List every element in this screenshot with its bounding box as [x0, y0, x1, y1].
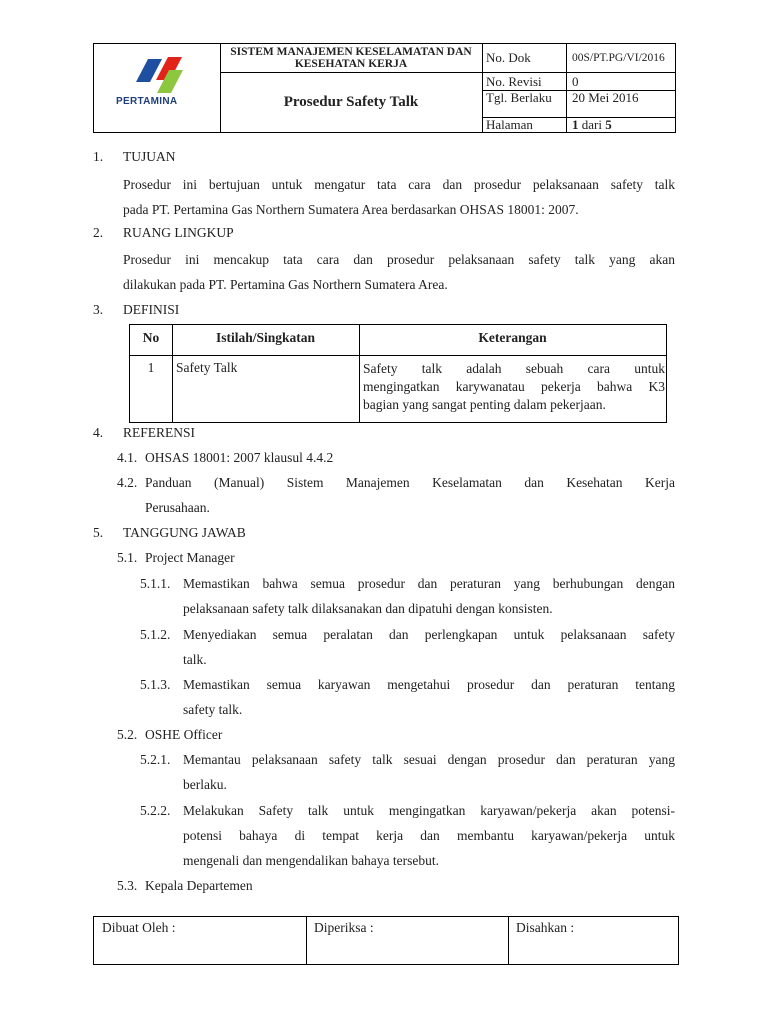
- tanggung-jawab-line: Memastikan bahwa semua prosedur dan peraturan yang berhubungan dengan: [183, 576, 675, 591]
- section-title-definisi: DEFINISI: [123, 302, 180, 317]
- tanggung-jawab-line: talk.: [183, 652, 207, 667]
- table-cell-istilah: Safety Talk: [176, 360, 238, 375]
- halaman-current: 1: [572, 117, 579, 132]
- item-number: 5.3.: [117, 878, 138, 893]
- item-number: 4.1.: [117, 450, 138, 465]
- referensi-item: Panduan (Manual) Sistem Manajemen Keselamatan dan Kesehatan Kerja: [145, 475, 675, 490]
- item-number: 5.1.: [117, 550, 138, 565]
- table-cell-keterangan-line: Safety talk adalah sebuah cara untuk: [363, 361, 665, 376]
- doc-title: Prosedur Safety Talk: [283, 94, 419, 110]
- item-number: 5.1.2.: [140, 627, 171, 642]
- table-divider: [508, 917, 509, 964]
- table-header-istilah: Istilah/Singkatan: [215, 330, 316, 345]
- section-number: 2.: [93, 225, 104, 240]
- halaman-label: Halaman: [482, 117, 567, 132]
- item-number: 4.2.: [117, 475, 138, 490]
- item-number: 5.2.: [117, 727, 138, 742]
- table-header-no: No: [142, 330, 160, 345]
- tanggung-jawab-line: Melakukan Safety talk untuk mengingatkan karyawan/pekerja akan potensi-: [183, 803, 675, 818]
- table-header-keterangan: Keterangan: [478, 330, 547, 345]
- section-title-referensi: REFERENSI: [123, 425, 196, 440]
- tgl-berlaku-label: Tgl. Berlaku: [482, 90, 567, 117]
- section-number: 1.: [93, 149, 104, 164]
- halaman-total: 5: [605, 117, 612, 132]
- company-name: PERTAMINA: [116, 96, 178, 107]
- tgl-berlaku-value: 20 Mei 2016: [572, 90, 639, 105]
- table-divider: [306, 917, 307, 964]
- no-revisi-value: 0: [572, 74, 579, 89]
- subsection-title-oshe-officer: OSHE Officer: [145, 727, 223, 742]
- document-header: [93, 43, 676, 133]
- tujuan-line: Prosedur ini bertujuan untuk mengatur tata cara dan prosedur pelaksanaan safety talk: [123, 177, 675, 192]
- tanggung-jawab-line: safety talk.: [183, 702, 243, 717]
- header-title-cell: [220, 44, 483, 132]
- diperiksa-label: Diperiksa :: [314, 920, 374, 935]
- item-number: 5.2.2.: [140, 803, 171, 818]
- ruang-lingkup-line: Prosedur ini mencakup tata cara dan prosedur pelaksanaan safety talk yang akan: [123, 252, 675, 267]
- no-dok-value: 00S/PT.PG/VI/2016: [572, 52, 665, 64]
- dibuat-oleh-label: Dibuat Oleh :: [102, 920, 176, 935]
- table-cell-keterangan-line: mengingatkan karywanatau pekerja bahwa K3: [363, 379, 665, 394]
- tujuan-line: pada PT. Pertamina Gas Northern Sumatera Area berdasarkan OHSAS 18001: 2007.: [123, 202, 579, 217]
- tanggung-jawab-line: mengenali dan mengendalikan bahaya tersebut.: [183, 853, 440, 868]
- tanggung-jawab-line: Menyediakan semua peralatan dan perlengkapan untuk pelaksanaan safety: [183, 627, 675, 642]
- section-title-tujuan: TUJUAN: [123, 149, 176, 164]
- logo-cell: [94, 44, 221, 132]
- no-revisi-label: No. Revisi: [482, 73, 567, 90]
- referensi-item: Perusahaan.: [145, 500, 210, 515]
- tanggung-jawab-line: berlaku.: [183, 777, 227, 792]
- tanggung-jawab-line: Memastikan semua karyawan mengetahui prosedur dan peraturan tentang: [183, 677, 675, 692]
- tanggung-jawab-line: pelaksanaan safety talk dilaksanakan dan dipatuhi dengan konsisten.: [183, 601, 553, 616]
- subsection-title-kepala-departemen: Kepala Departemen: [145, 878, 253, 893]
- table-divider: [130, 355, 666, 356]
- subsection-title-project-manager: Project Manager: [145, 550, 235, 565]
- no-dok-label: No. Dok: [482, 44, 567, 73]
- tanggung-jawab-line: Memantau pelaksanaan safety talk sesuai dengan prosedur dan peraturan yang: [183, 752, 675, 767]
- item-number: 5.1.3.: [140, 677, 171, 692]
- section-title-ruang-lingkup: RUANG LINGKUP: [123, 225, 234, 240]
- tanggung-jawab-line: potensi bahaya di tempat kerja dan membantu karyawan/pekerja untuk: [183, 828, 675, 843]
- pertamina-logo-icon: [94, 44, 220, 132]
- ruang-lingkup-line: dilakukan pada PT. Pertamina Gas Northern Sumatera Area.: [123, 277, 448, 292]
- definisi-table: [129, 324, 667, 423]
- approval-table: [93, 916, 679, 965]
- section-number: 3.: [93, 302, 104, 317]
- section-number: 4.: [93, 425, 104, 440]
- section-title-tanggung-jawab: TANGGUNG JAWAB: [123, 525, 246, 540]
- halaman-sep: dari: [578, 117, 606, 132]
- system-title: SISTEM MANAJEMEN KESELAMATAN DAN KESEHATAN KERJA: [220, 44, 482, 73]
- section-number: 5.: [93, 525, 104, 540]
- disahkan-label: Disahkan :: [516, 920, 575, 935]
- halaman-value: [567, 117, 675, 132]
- item-number: 5.1.1.: [140, 576, 171, 591]
- referensi-item: OHSAS 18001: 2007 klausul 4.4.2: [145, 450, 334, 465]
- table-cell-no: 1: [147, 360, 155, 375]
- table-cell-keterangan-line: bagian yang sangat penting dalam pekerjaan.: [363, 397, 606, 412]
- item-number: 5.2.1.: [140, 752, 171, 767]
